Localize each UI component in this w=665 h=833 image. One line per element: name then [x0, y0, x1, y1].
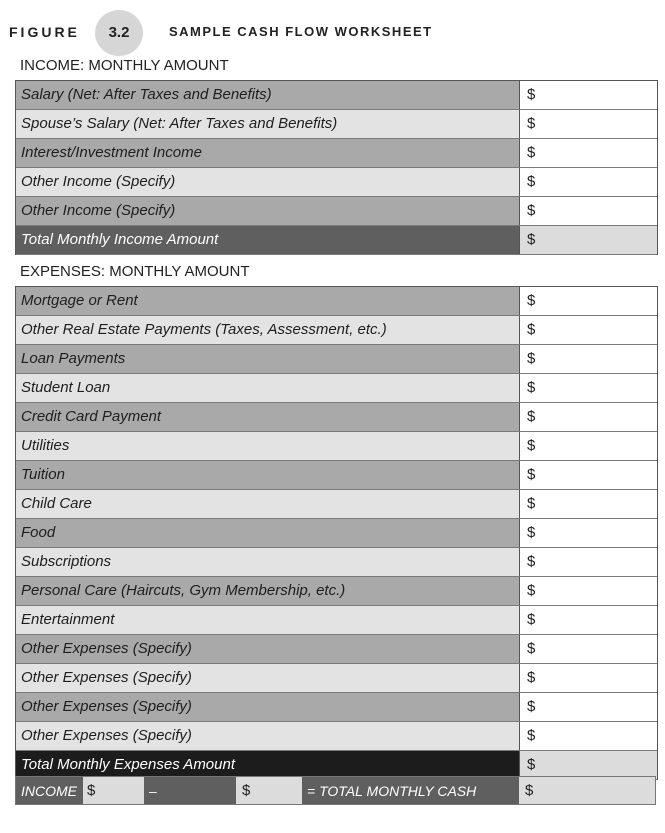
table-row: [16, 287, 657, 316]
table-row: [16, 197, 657, 226]
row-label: Child Care: [16, 490, 519, 518]
table-row: [16, 432, 657, 461]
table-row: [16, 461, 657, 490]
row-label: Mortgage or Rent: [16, 287, 519, 315]
row-label: Credit Card Payment: [16, 403, 519, 431]
row-label: Salary (Net: After Taxes and Benefits): [16, 81, 519, 109]
amount-field[interactable]: $: [519, 548, 657, 576]
table-row: [16, 722, 657, 751]
row-label: Student Loan: [16, 374, 519, 402]
amount-field[interactable]: $: [519, 664, 657, 692]
amount-field[interactable]: $: [519, 374, 657, 402]
income-table: [15, 80, 658, 255]
row-label: Subscriptions: [16, 548, 519, 576]
row-label: Spouse’s Salary (Net: After Taxes and Benefits): [16, 110, 519, 138]
income-total-row: [16, 226, 657, 255]
table-row: [16, 606, 657, 635]
expenses-section-title: EXPENSES: MONTHLY AMOUNT: [20, 263, 250, 280]
amount-field[interactable]: $: [519, 168, 657, 196]
amount-field[interactable]: $: [519, 81, 657, 109]
income-section-title: INCOME: MONTHLY AMOUNT: [20, 57, 229, 74]
table-row: [16, 664, 657, 693]
table-row: [16, 110, 657, 139]
table-row: [16, 345, 657, 374]
row-label: Other Real Estate Payments (Taxes, Assessment, etc.): [16, 316, 519, 344]
row-label: Other Expenses (Specify): [16, 664, 519, 692]
figure-number-badge: 3.2: [95, 10, 143, 56]
row-label: Personal Care (Haircuts, Gym Membership, etc.): [16, 577, 519, 605]
row-label: Utilities: [16, 432, 519, 460]
table-row: [16, 374, 657, 403]
summary-cashflow-field[interactable]: $: [525, 782, 534, 799]
row-label: Entertainment: [16, 606, 519, 634]
expenses-total-label: Total Monthly Expenses Amount: [16, 751, 519, 779]
amount-field[interactable]: $: [519, 693, 657, 721]
row-label: Loan Payments: [16, 345, 519, 373]
summary-income-field[interactable]: $: [87, 782, 96, 799]
income-total-label: Total Monthly Income Amount: [16, 226, 519, 254]
expenses-table: [15, 286, 658, 780]
row-label: Interest/Investment Income: [16, 139, 519, 167]
amount-field[interactable]: $: [519, 577, 657, 605]
amount-field[interactable]: $: [519, 110, 657, 138]
table-row: [16, 490, 657, 519]
amount-field[interactable]: $: [519, 287, 657, 315]
amount-field[interactable]: $: [519, 197, 657, 225]
row-label: Other Expenses (Specify): [16, 693, 519, 721]
figure-label: FIGURE: [9, 24, 80, 40]
amount-field[interactable]: $: [519, 403, 657, 431]
table-row: [16, 693, 657, 722]
summary-expenses-field[interactable]: $: [242, 782, 251, 799]
table-row: [16, 548, 657, 577]
table-row: [16, 635, 657, 664]
amount-field[interactable]: $: [519, 490, 657, 518]
cash-flow-summary-bar: [15, 776, 656, 827]
row-label: Other Income (Specify): [16, 197, 519, 225]
figure-title: SAMPLE CASH FLOW WORKSHEET: [169, 24, 433, 39]
expenses-total-field[interactable]: $: [519, 751, 657, 779]
amount-field[interactable]: $: [519, 519, 657, 547]
table-row: [16, 168, 657, 197]
summary-cashflow-label: = TOTAL MONTHLY CASH FLOW: [302, 777, 519, 804]
amount-field[interactable]: $: [519, 606, 657, 634]
row-label: Food: [16, 519, 519, 547]
table-row: [16, 519, 657, 548]
amount-field[interactable]: $: [519, 635, 657, 663]
income-total-field[interactable]: $: [519, 226, 657, 254]
table-row: [16, 316, 657, 345]
amount-field[interactable]: $: [519, 139, 657, 167]
summary-income-label: INCOME: [16, 777, 83, 804]
table-row: [16, 81, 657, 110]
amount-field[interactable]: $: [519, 722, 657, 750]
amount-field[interactable]: $: [519, 432, 657, 460]
table-row: [16, 139, 657, 168]
row-label: Other Expenses (Specify): [16, 722, 519, 750]
amount-field[interactable]: $: [519, 316, 657, 344]
amount-field[interactable]: $: [519, 461, 657, 489]
table-row: [16, 577, 657, 606]
table-row: [16, 403, 657, 432]
row-label: Tuition: [16, 461, 519, 489]
amount-field[interactable]: $: [519, 345, 657, 373]
row-label: Other Expenses (Specify): [16, 635, 519, 663]
row-label: Other Income (Specify): [16, 168, 519, 196]
summary-expenses-label: – EXPENSES: [144, 777, 236, 804]
